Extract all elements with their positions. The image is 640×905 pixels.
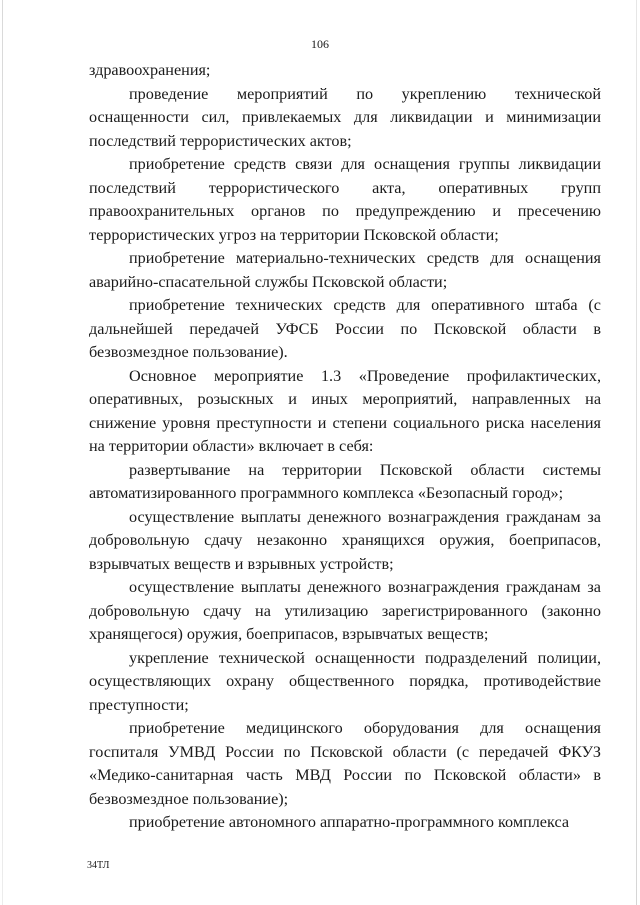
page-edge-left: [2, 0, 3, 905]
paragraph-8: осуществление выплаты денежного вознаграждения гражданам за добровольную сдачу незаконно хранящихся оружия, боеприпасов, взрывчатых веществ и взрывных устройств;: [89, 507, 601, 573]
paragraph-12: приобретение автономного аппаратно-программного комплекса: [129, 813, 570, 831]
paragraph-9: осуществление выплаты денежного вознаграждения гражданам за добровольную сдачу на утилизацию зарегистрированного (законно хранящегося) оружия, боеприпасов, взрывчатых веществ;: [89, 578, 601, 643]
page-number: 106: [311, 37, 329, 51]
paragraph-7: развертывание на территории Псковской области системы автоматизированного программного комплекса «Безопасный город»;: [89, 460, 601, 502]
paragraph-6: Основное мероприятие 1.3 «Проведение профилактических, оперативных, розыскных и иных мероприятий, направленных на снижение уровня преступности и степени социального риска населения на территории области» включает в себя:: [89, 366, 601, 455]
paragraph-4: приобретение материально-технических средств для оснащения аварийно-спасательной службы Псковской области;: [89, 249, 601, 291]
paragraph-10: укрепление технической оснащенности подразделений полиции, осуществляющих охрану общественного порядка, противодействие преступности;: [89, 648, 601, 714]
paragraph-2: проведение мероприятий по укреплению технической оснащенности сил, привлекаемых для ликвидации и минимизации последствий террористических актов;: [89, 84, 601, 150]
paragraph-5: приобретение технических средств для оперативного штаба (с дальнейшей передачей УФСБ России по Псковской области в безвозмездное пользование).: [89, 296, 601, 361]
paragraph-1: здравоохранения;: [89, 61, 211, 79]
footer-code: 34ТЛ: [87, 860, 110, 871]
page-edge-right: [636, 0, 637, 905]
paragraph-11: приобретение медицинского оборудования для оснащения госпиталя УМВД России по Псковской области (с передачей ФКУЗ «Медико-санитарная часть МВД России по Псковской области» в безвозмездное пользование);: [89, 719, 601, 808]
paragraph-3: приобретение средств связи для оснащения группы ликвидации последствий террористического акта, оперативных групп правоохранительных органов по предупреждению и пресечению террористических угроз на территории Псковской области;: [89, 155, 601, 244]
document-body: [89, 59, 601, 835]
